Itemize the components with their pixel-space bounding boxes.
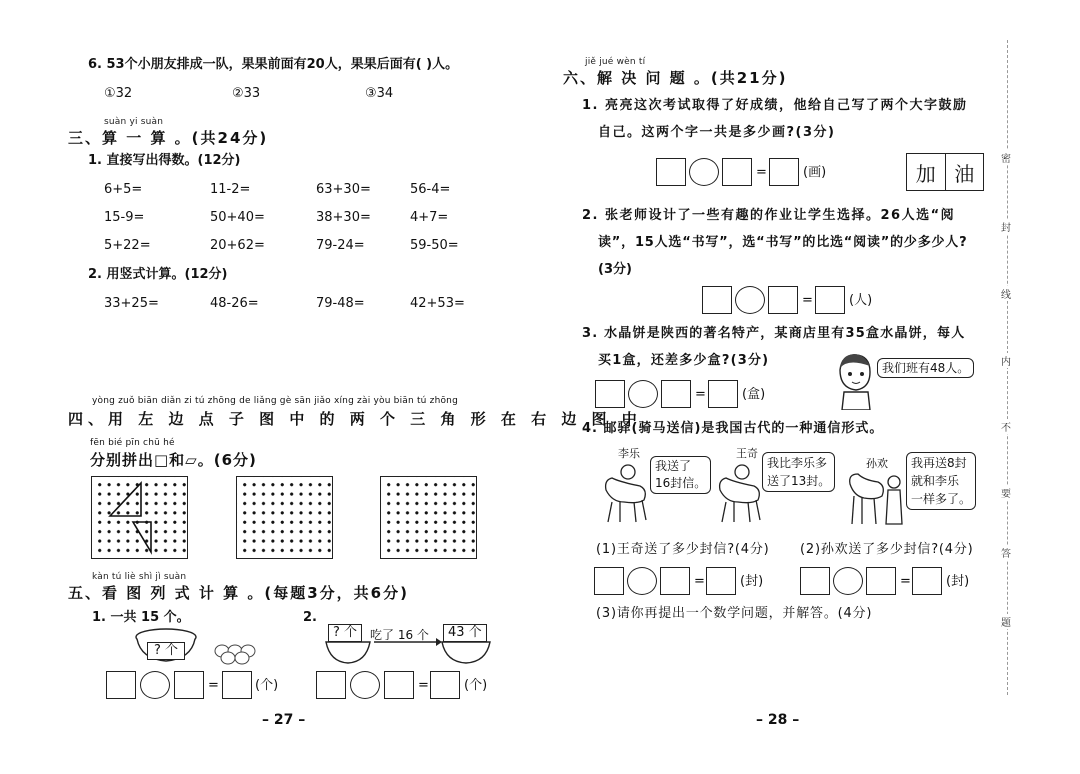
calc-item: 4+7= — [410, 210, 449, 225]
r-q2-line2: 读”，15人选“书写”，选“书写”的比选“阅读”的少多少人? — [598, 235, 968, 250]
calc-item: 11-2= — [210, 182, 251, 197]
calc-item: 79-24= — [316, 238, 365, 253]
answer-box[interactable] — [656, 158, 686, 186]
page-number-right: – 28 – — [756, 712, 800, 728]
sec6-title: 六、解 决 问 题 。(共21分) — [563, 69, 788, 87]
calc-item: 59-50= — [410, 238, 459, 253]
r-q4-line1: 4. 邮驿(骑马送信)是我国古代的一种通信形式。 — [582, 421, 884, 436]
speech-bubble-li-le — [650, 456, 711, 494]
unit-label: (封) — [740, 574, 764, 589]
bubble-line: 我送了 — [655, 459, 692, 473]
equals-sign: = — [802, 293, 813, 308]
unit-label: (个) — [255, 678, 279, 693]
arrow-label: 吃了 16 个 — [370, 628, 429, 642]
equals-sign: = — [900, 574, 911, 589]
answer-box[interactable] — [222, 671, 252, 699]
equals-sign: = — [694, 574, 705, 589]
sec3-pinyin: suàn yi suàn — [104, 117, 164, 127]
vertical-calc-item: 33+25= — [104, 296, 159, 311]
page-number-left: – 27 – — [262, 712, 306, 728]
sec4-line-2: 分别拼出□和▱。(6分) — [90, 451, 257, 469]
seal-char: 密 — [1001, 150, 1011, 165]
answer-box[interactable] — [768, 286, 798, 314]
student-icon — [834, 352, 874, 410]
name-wang-qi: 王奇 — [736, 447, 758, 460]
q6-option-2: ②33 — [232, 86, 261, 101]
char-jia: 加 — [907, 154, 946, 190]
char-you: 油 — [954, 161, 975, 186]
operator-circle[interactable] — [140, 671, 170, 699]
sec6-pinyin: jiě jué wèn tí — [585, 57, 646, 67]
operator-circle[interactable] — [627, 567, 657, 595]
sec4-pinyin-1: yòng zuǒ biān diǎn zi tú zhōng de liǎng gè sān jiǎo xíng zài yòu biān tú zhōng — [92, 396, 458, 406]
q6-option-1: ①32 — [104, 86, 133, 101]
bowl-label-end: 43 个 — [443, 624, 487, 642]
r-q4-sub2: (2)孙欢送了多少封信?(4分) — [800, 542, 974, 557]
speech-bubble-wang-qi — [762, 452, 835, 492]
seal-char: 封 — [1001, 219, 1011, 234]
calc-item: 5+22= — [104, 238, 151, 253]
speech-bubble-sun-huan — [906, 452, 976, 510]
answer-box[interactable] — [594, 567, 624, 595]
r-q2-line1: 2. 张老师设计了一些有趣的作业让学生选择。26人选“阅 — [582, 208, 956, 223]
bowl-label-start: ? 个 — [328, 624, 362, 642]
r-q2-line3: (3分) — [598, 262, 632, 277]
calc-item: 63+30= — [316, 182, 371, 197]
seal-char: 线 — [1001, 286, 1011, 301]
sec5-pinyin: kàn tú liè shì jì suàn — [92, 572, 187, 582]
vertical-calc-item: 79-48= — [316, 296, 365, 311]
calligraphy-box — [906, 153, 984, 191]
calc-item: 50+40= — [210, 210, 265, 225]
bubble-line: 就和李乐 — [911, 474, 960, 488]
answer-box[interactable] — [800, 567, 830, 595]
sec5-q1: 1. 一共 15 个。 — [92, 610, 190, 625]
equals-sign: = — [418, 678, 429, 693]
unit-label: (人) — [849, 293, 873, 308]
vertical-calc-item: 42+53= — [410, 296, 465, 311]
speech-bubble-student: 我们班有48人。 — [877, 358, 974, 378]
answer-box[interactable] — [702, 286, 732, 314]
sec3-sub2: 2. 用竖式计算。(12分) — [88, 267, 228, 282]
calc-item: 15-9= — [104, 210, 145, 225]
sec3-title: 三、算 一 算 。(共24分) — [68, 129, 269, 147]
answer-box[interactable] — [661, 380, 691, 408]
answer-box[interactable] — [660, 567, 690, 595]
unit-label: (盒) — [742, 387, 766, 402]
answer-box[interactable] — [174, 671, 204, 699]
answer-box[interactable] — [912, 567, 942, 595]
seal-char: 答 — [1001, 545, 1011, 560]
bubble-line: 我比李乐多 — [767, 456, 828, 470]
r-q3-line1: 3. 水晶饼是陕西的著名特产，某商店里有35盒水晶饼，每人 — [582, 326, 966, 341]
r-q1-line1: 1. 亮亮这次考试取得了好成绩，他给自己写了两个大字鼓励 — [582, 98, 968, 113]
unit-label: (画) — [803, 165, 827, 180]
bubble-line: 一样多了。 — [911, 492, 972, 506]
answer-box[interactable] — [430, 671, 460, 699]
unit-label: (封) — [946, 574, 970, 589]
equals-sign: = — [756, 165, 767, 180]
vertical-calc-item: 48-26= — [210, 296, 259, 311]
bubble-line: 我再送8封 — [911, 456, 967, 470]
horse-person-icon — [846, 466, 906, 528]
operator-circle[interactable] — [833, 567, 863, 595]
name-sun-huan: 孙欢 — [866, 457, 888, 470]
bowl-label: ? 个 — [147, 642, 185, 660]
sec4-line-1: 四、用 左 边 点 子 图 中 的 两 个 三 角 形 在 右 边 图 中 — [68, 410, 642, 428]
eggs-icon — [213, 642, 257, 666]
sec4-pinyin-2: fēn bié pīn chū hé — [90, 438, 175, 448]
answer-box[interactable] — [866, 567, 896, 595]
seal-char: 不 — [1001, 419, 1011, 434]
r-q3-line2: 买1盒，还差多少盒?(3分) — [598, 353, 770, 368]
triangles-figure — [91, 476, 188, 559]
dot-grid-left — [91, 476, 188, 559]
answer-box[interactable] — [708, 380, 738, 408]
q6-option-3: ③34 — [365, 86, 394, 101]
calc-item: 56-4= — [410, 182, 451, 197]
horse-rider-icon — [598, 460, 650, 526]
answer-box[interactable] — [595, 380, 625, 408]
dot-grid-middle[interactable] — [236, 476, 333, 559]
answer-box[interactable] — [106, 671, 136, 699]
seal-char: 内 — [1001, 353, 1011, 368]
answer-box[interactable] — [316, 671, 346, 699]
answer-box[interactable] — [384, 671, 414, 699]
answer-box[interactable] — [815, 286, 845, 314]
r-q4-sub3: (3)请你再提出一个数学问题，并解答。(4分) — [596, 606, 873, 621]
equals-sign: = — [208, 678, 219, 693]
calc-item: 20+62= — [210, 238, 265, 253]
equals-sign: = — [695, 387, 706, 402]
answer-box[interactable] — [706, 567, 736, 595]
operator-circle[interactable] — [735, 286, 765, 314]
calc-item: 38+30= — [316, 210, 371, 225]
sec5-title: 五、看 图 列 式 计 算 。(每题3分，共6分) — [68, 584, 409, 602]
dot-grid-right[interactable] — [380, 476, 477, 559]
calc-item: 6+5= — [104, 182, 143, 197]
answer-box[interactable] — [769, 158, 799, 186]
name-li-le: 李乐 — [618, 447, 640, 460]
answer-box[interactable] — [722, 158, 752, 186]
sec5-q2: 2. — [303, 610, 317, 625]
seal-char: 题 — [1001, 614, 1011, 629]
unit-label: (个) — [464, 678, 488, 693]
sec3-sub1: 1. 直接写出得数。(12分) — [88, 153, 241, 168]
horse-rider-icon — [712, 460, 764, 526]
r-q1-line2: 自己。这两个字一共是多少画?(3分) — [598, 125, 836, 140]
operator-circle[interactable] — [689, 158, 719, 186]
operator-circle[interactable] — [628, 380, 658, 408]
operator-circle[interactable] — [350, 671, 380, 699]
q6-text: 6. 53个小朋友排成一队，果果前面有20人，果果后面有( )人。 — [88, 57, 459, 72]
seal-char: 要 — [1001, 485, 1011, 500]
bubble-line: 16封信。 — [655, 476, 707, 490]
bubble-line: 送了13封。 — [767, 474, 831, 488]
r-q4-sub1: (1)王奇送了多少封信?(4分) — [596, 542, 770, 557]
